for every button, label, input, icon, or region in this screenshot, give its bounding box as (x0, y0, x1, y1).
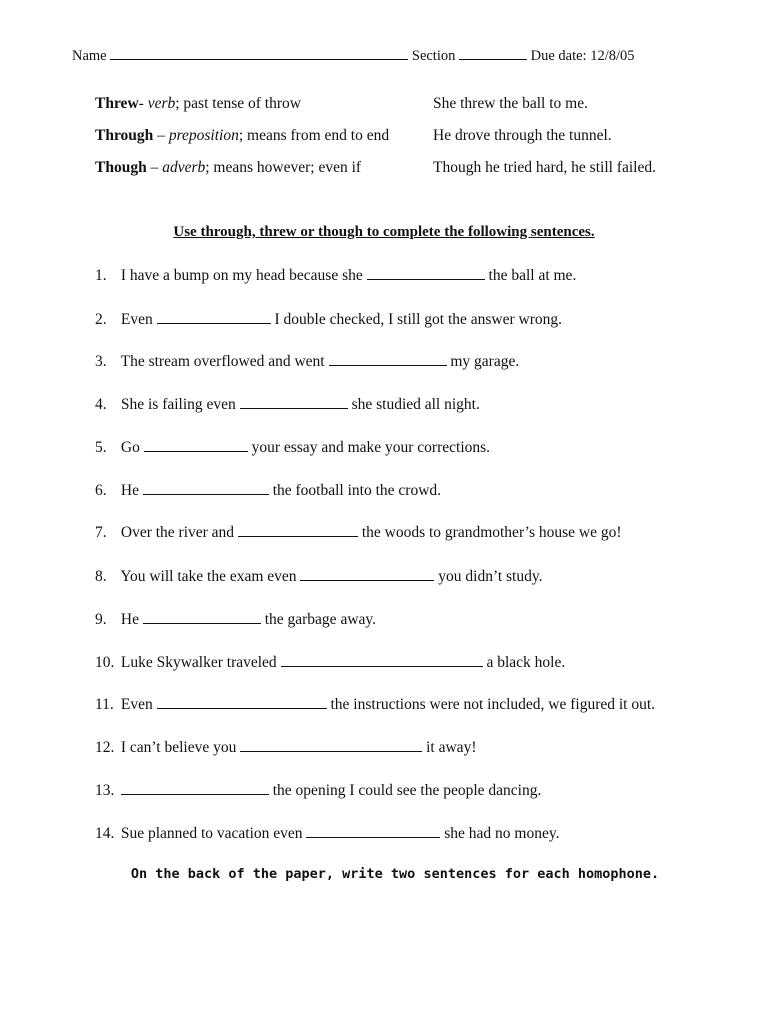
question-text-before: Luke Skywalker traveled (120, 654, 277, 671)
question-text-before: Go (120, 439, 140, 456)
definition-pos: verb (147, 95, 176, 112)
name-field[interactable] (110, 46, 408, 60)
definition-though (95, 159, 361, 177)
question-number: 3. (95, 353, 107, 370)
question-text-after: the instructions were not included, we figured it out. (330, 696, 656, 713)
question-number: 8. (95, 568, 107, 585)
question-text-before: Even (120, 311, 153, 328)
question-12 (95, 738, 476, 757)
definition-pos: adverb (162, 159, 206, 176)
answer-blank[interactable] (143, 610, 261, 624)
question-text-before: The stream overflowed and went (120, 353, 325, 370)
answer-blank[interactable] (240, 395, 348, 409)
question-11 (95, 695, 655, 714)
answer-blank[interactable] (329, 352, 447, 366)
question-5 (95, 438, 490, 457)
question-4 (95, 395, 480, 414)
question-text-after: your essay and make your corrections. (251, 439, 491, 456)
question-3 (95, 352, 519, 371)
question-text-after: the football into the crowd. (272, 482, 442, 499)
question-text-after: a black hole. (486, 654, 566, 671)
example-through: He drove through the tunnel. (433, 127, 612, 144)
definition-meaning: ; past tense of throw (175, 95, 301, 112)
question-1 (95, 266, 576, 285)
question-text-after: the opening I could see the people dancing. (272, 782, 542, 799)
answer-blank[interactable] (367, 266, 485, 280)
question-text-after: she studied all night. (351, 396, 480, 413)
question-number: 5. (95, 439, 107, 456)
question-number: 10. (95, 654, 115, 671)
definition-sep: - (138, 95, 148, 112)
question-13 (95, 781, 541, 800)
question-number: 4. (95, 396, 107, 413)
question-14 (95, 824, 560, 843)
question-text-after: I double checked, I still got the answer wrong. (274, 311, 563, 328)
question-number: 6. (95, 482, 107, 499)
question-6 (95, 481, 441, 500)
question-10 (95, 653, 565, 672)
definition-sep: – (146, 159, 163, 176)
question-text-after: she had no money. (444, 825, 560, 842)
answer-blank[interactable] (281, 653, 483, 667)
question-8 (95, 567, 542, 586)
question-number: 11. (95, 696, 114, 713)
question-number: 7. (95, 524, 107, 541)
name-label: Name (72, 48, 107, 64)
question-text-after: you didn’t study. (438, 568, 543, 585)
instructions-heading: Use through, threw or though to complete the following sentences. (173, 224, 595, 240)
due-date: Due date: 12/8/05 (530, 48, 635, 64)
example-though: Though he tried hard, he still failed. (433, 159, 656, 176)
definition-meaning: ; means from end to end (238, 127, 390, 144)
definition-threw (95, 95, 301, 113)
question-text-after: it away! (426, 739, 477, 756)
question-number: 12. (95, 739, 115, 756)
question-text-before: He (120, 482, 139, 499)
question-number: 1. (95, 267, 107, 284)
answer-blank[interactable] (300, 567, 434, 581)
question-text-before: He (120, 611, 139, 628)
example-threw: She threw the ball to me. (433, 95, 588, 112)
definition-sep: – (153, 127, 169, 144)
question-text-before: You will take the exam even (120, 568, 297, 585)
footer-instructions: On the back of the paper, write two sentences for each homophone. (130, 866, 660, 882)
definition-through (95, 127, 389, 145)
question-text-after: the ball at me. (488, 267, 577, 284)
definition-word: Threw (95, 95, 139, 112)
definition-meaning: ; means however; even if (205, 159, 362, 176)
answer-blank[interactable] (240, 738, 422, 752)
question-text-before: She is failing even (120, 396, 236, 413)
answer-blank[interactable] (143, 481, 269, 495)
question-text-before: I can’t believe you (120, 739, 237, 756)
question-number: 13. (95, 782, 115, 799)
answer-blank[interactable] (306, 824, 440, 838)
definition-pos: preposition (168, 127, 239, 144)
question-9 (95, 610, 376, 629)
definition-word: Through (95, 127, 154, 144)
question-text-after: my garage. (450, 353, 520, 370)
question-2 (95, 310, 562, 329)
header-line (72, 46, 635, 65)
question-7 (95, 523, 622, 542)
question-text-before: I have a bump on my head because she (120, 267, 363, 284)
definition-word: Though (95, 159, 147, 176)
question-number: 2. (95, 311, 107, 328)
question-number: 14. (95, 825, 115, 842)
question-text-before: Sue planned to vacation even (120, 825, 303, 842)
answer-blank[interactable] (121, 781, 269, 795)
question-number: 9. (95, 611, 107, 628)
answer-blank[interactable] (238, 523, 358, 537)
answer-blank[interactable] (157, 695, 327, 709)
question-text-after: the garbage away. (264, 611, 377, 628)
question-text-before: Even (120, 696, 153, 713)
section-label: Section (411, 48, 456, 64)
question-text-after: the woods to grandmother’s house we go! (361, 524, 622, 541)
section-field[interactable] (459, 46, 527, 60)
question-text-before: Over the river and (120, 524, 235, 541)
answer-blank[interactable] (157, 310, 271, 324)
answer-blank[interactable] (144, 438, 248, 452)
